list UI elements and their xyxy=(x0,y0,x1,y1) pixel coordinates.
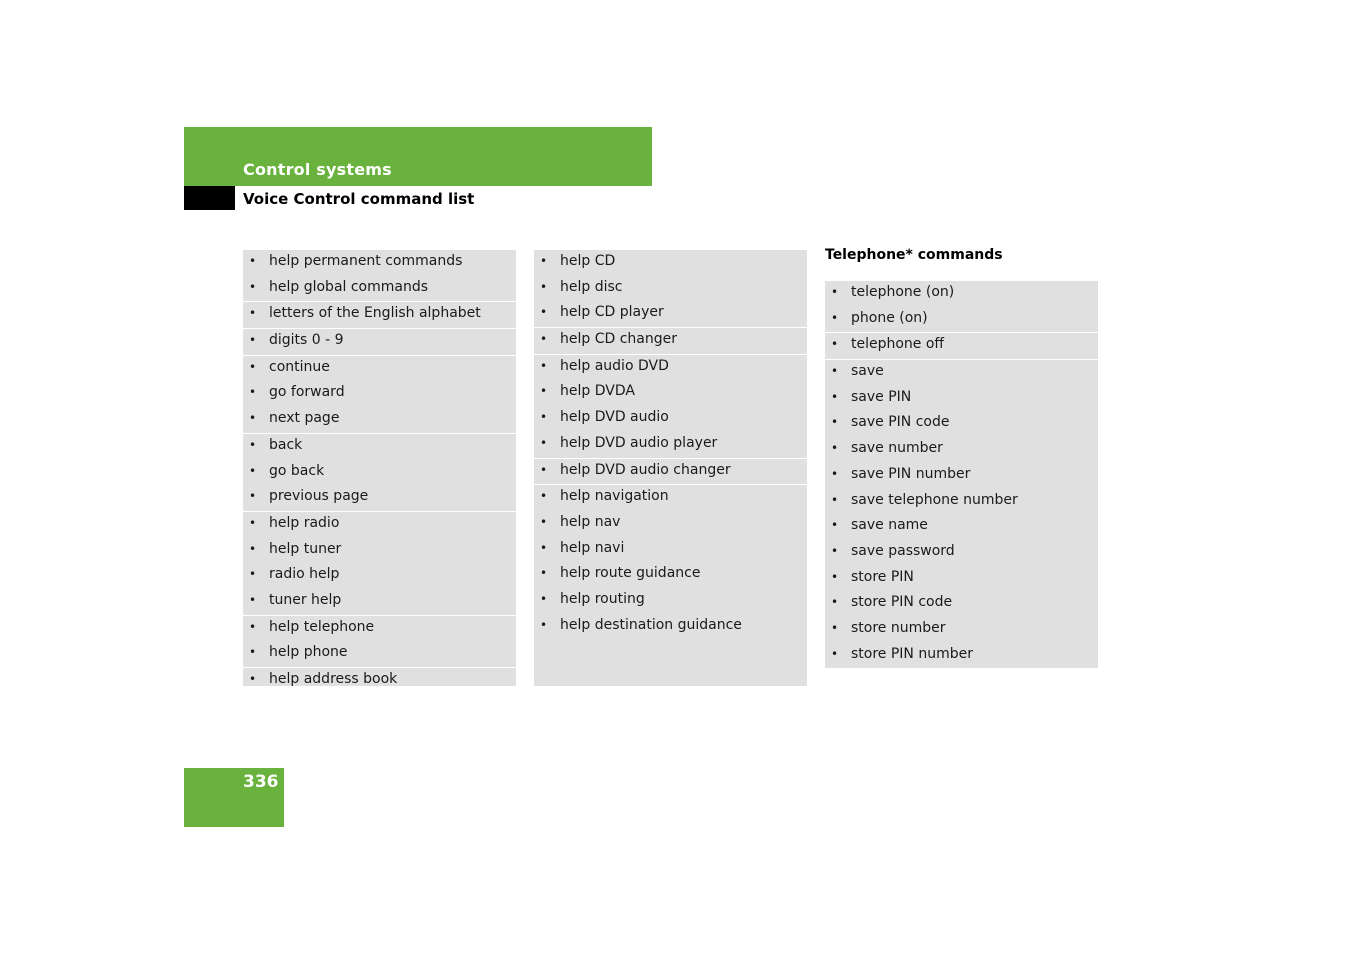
command-item xyxy=(534,459,807,485)
command-item xyxy=(534,328,807,354)
command-item xyxy=(534,614,807,640)
bullet-icon: • xyxy=(249,489,257,504)
bullet-icon: • xyxy=(540,540,548,555)
command-text: save xyxy=(851,363,884,380)
bullet-icon: • xyxy=(540,462,548,477)
command-item xyxy=(534,355,807,381)
bullet-icon: • xyxy=(249,333,257,348)
command-item xyxy=(825,333,1098,359)
command-group xyxy=(825,333,1098,360)
command-text: help CD player xyxy=(560,304,664,321)
command-item xyxy=(243,485,516,511)
bullet-icon: • xyxy=(249,515,257,530)
command-text: next page xyxy=(269,410,340,427)
command-text: help nav xyxy=(560,513,621,530)
bullet-icon: • xyxy=(540,254,548,268)
bullet-icon: • xyxy=(831,389,839,404)
command-item xyxy=(534,406,807,432)
command-item xyxy=(825,281,1098,307)
command-text: digits 0 - 9 xyxy=(269,332,344,349)
command-item xyxy=(534,380,807,406)
command-text: tuner help xyxy=(269,591,342,608)
bullet-icon: • xyxy=(249,411,257,426)
command-item xyxy=(825,617,1098,643)
command-item xyxy=(243,616,516,642)
command-item xyxy=(534,432,807,458)
command-group xyxy=(243,512,516,616)
command-item xyxy=(825,643,1098,669)
command-text: save password xyxy=(851,542,955,559)
command-text: help address book xyxy=(269,671,398,687)
command-group xyxy=(825,281,1098,333)
command-text: help routing xyxy=(560,590,645,607)
command-group xyxy=(534,459,807,486)
bullet-icon: • xyxy=(249,279,257,294)
command-group xyxy=(534,328,807,355)
bullet-icon: • xyxy=(831,595,839,610)
command-item xyxy=(243,302,516,328)
command-item xyxy=(534,537,807,563)
command-text: store number xyxy=(851,619,946,636)
bullet-icon: • xyxy=(540,410,548,425)
command-text: help disc xyxy=(560,278,623,295)
command-text: store PIN number xyxy=(851,645,973,662)
command-item xyxy=(243,276,516,302)
command-text: help route guidance xyxy=(560,565,701,582)
command-text: help navigation xyxy=(560,488,669,505)
bullet-icon: • xyxy=(831,441,839,456)
bullet-icon: • xyxy=(249,619,257,634)
telephone-commands-heading: Telephone* commands xyxy=(825,247,1003,263)
bullet-icon: • xyxy=(249,592,257,607)
bullet-icon: • xyxy=(831,518,839,533)
bullet-icon: • xyxy=(540,435,548,450)
section-tab-marker xyxy=(184,186,235,210)
bullet-icon: • xyxy=(831,569,839,584)
bullet-icon: • xyxy=(249,437,257,452)
telephone-command-list xyxy=(825,281,1098,668)
command-item xyxy=(825,489,1098,515)
command-text: help DVD audio changer xyxy=(560,461,731,478)
bullet-icon: • xyxy=(540,305,548,320)
command-text: letters of the English alphabet xyxy=(269,305,481,322)
command-text: radio help xyxy=(269,566,340,583)
bullet-icon: • xyxy=(540,514,548,529)
command-text: help permanent commands xyxy=(269,253,463,269)
command-text: continue xyxy=(269,358,330,375)
command-item xyxy=(243,589,516,615)
command-text: previous page xyxy=(269,488,369,505)
command-text: help destination guidance xyxy=(560,616,742,633)
bullet-icon: • xyxy=(540,332,548,347)
command-text: help phone xyxy=(269,644,348,661)
command-item xyxy=(825,360,1098,386)
command-text: save PIN code xyxy=(851,414,950,431)
command-group xyxy=(243,356,516,434)
bullet-icon: • xyxy=(249,645,257,660)
command-item xyxy=(243,407,516,433)
command-item xyxy=(243,356,516,382)
command-text: help DVD audio player xyxy=(560,434,718,451)
command-item xyxy=(825,437,1098,463)
command-text: help global commands xyxy=(269,278,429,295)
subsection-title: Voice Control command list xyxy=(243,190,475,208)
command-text: help navi xyxy=(560,539,625,556)
command-item xyxy=(243,641,516,667)
command-text: help telephone xyxy=(269,618,375,635)
command-text: telephone (on) xyxy=(851,284,955,300)
bullet-icon: • xyxy=(540,591,548,606)
command-text: help DVD audio xyxy=(560,409,669,426)
command-group xyxy=(243,668,516,694)
command-group xyxy=(243,302,516,329)
bullet-icon: • xyxy=(540,358,548,373)
command-item xyxy=(534,588,807,614)
command-item xyxy=(243,563,516,589)
command-item xyxy=(534,276,807,302)
command-text: save name xyxy=(851,517,928,534)
command-item xyxy=(825,307,1098,333)
bullet-icon: • xyxy=(540,617,548,632)
command-text: help tuner xyxy=(269,540,342,557)
command-text: phone (on) xyxy=(851,309,928,326)
bullet-icon: • xyxy=(831,620,839,635)
command-item xyxy=(825,463,1098,489)
command-item xyxy=(243,538,516,564)
command-list-column-1 xyxy=(243,250,516,686)
command-item xyxy=(243,434,516,460)
bullet-icon: • xyxy=(540,384,548,399)
command-item xyxy=(825,540,1098,566)
bullet-icon: • xyxy=(831,466,839,481)
bullet-icon: • xyxy=(249,567,257,582)
bullet-icon: • xyxy=(249,541,257,556)
command-text: save number xyxy=(851,440,943,457)
bullet-icon: • xyxy=(831,337,839,352)
command-item xyxy=(243,381,516,407)
bullet-icon: • xyxy=(249,306,257,321)
command-group xyxy=(243,434,516,512)
command-item xyxy=(825,411,1098,437)
command-group xyxy=(243,616,516,668)
bullet-icon: • xyxy=(831,310,839,325)
command-item xyxy=(534,511,807,537)
command-text: back xyxy=(269,436,303,453)
bullet-icon: • xyxy=(249,254,257,268)
command-item xyxy=(825,591,1098,617)
command-text: save PIN number xyxy=(851,465,971,482)
command-item xyxy=(825,386,1098,412)
command-item xyxy=(534,250,807,276)
command-item xyxy=(534,485,807,511)
command-text: save telephone number xyxy=(851,491,1018,508)
command-text: telephone off xyxy=(851,336,945,353)
command-text: go back xyxy=(269,462,325,479)
command-item xyxy=(825,514,1098,540)
command-group xyxy=(534,250,807,328)
bullet-icon: • xyxy=(831,415,839,430)
bullet-icon: • xyxy=(540,566,548,581)
command-text: help audio DVD xyxy=(560,357,669,374)
bullet-icon: • xyxy=(831,364,839,379)
bullet-icon: • xyxy=(831,543,839,558)
command-item xyxy=(243,250,516,276)
bullet-icon: • xyxy=(831,492,839,507)
bullet-icon: • xyxy=(831,285,839,299)
command-group xyxy=(243,250,516,302)
command-text: help CD xyxy=(560,253,616,269)
bullet-icon: • xyxy=(540,489,548,504)
command-group xyxy=(825,360,1098,668)
command-text: go forward xyxy=(269,384,345,401)
command-item xyxy=(243,512,516,538)
command-group xyxy=(534,355,807,459)
bullet-icon: • xyxy=(249,359,257,374)
command-list-column-2 xyxy=(534,250,807,686)
command-item xyxy=(243,668,516,694)
command-group xyxy=(534,485,807,639)
page-number: 336 xyxy=(243,772,279,792)
command-group xyxy=(243,329,516,356)
command-text: save PIN xyxy=(851,388,912,405)
command-item xyxy=(534,562,807,588)
bullet-icon: • xyxy=(249,672,257,686)
command-text: help CD changer xyxy=(560,331,677,348)
command-item xyxy=(243,329,516,355)
command-item xyxy=(825,566,1098,592)
bullet-icon: • xyxy=(249,463,257,478)
command-text: store PIN code xyxy=(851,594,953,611)
bullet-icon: • xyxy=(540,279,548,294)
command-text: help radio xyxy=(269,514,340,531)
command-text: help DVDA xyxy=(560,383,635,400)
bullet-icon: • xyxy=(831,646,839,661)
command-item xyxy=(534,301,807,327)
command-item xyxy=(243,460,516,486)
section-title: Control systems xyxy=(243,160,392,179)
command-text: store PIN xyxy=(851,568,914,585)
bullet-icon: • xyxy=(249,385,257,400)
